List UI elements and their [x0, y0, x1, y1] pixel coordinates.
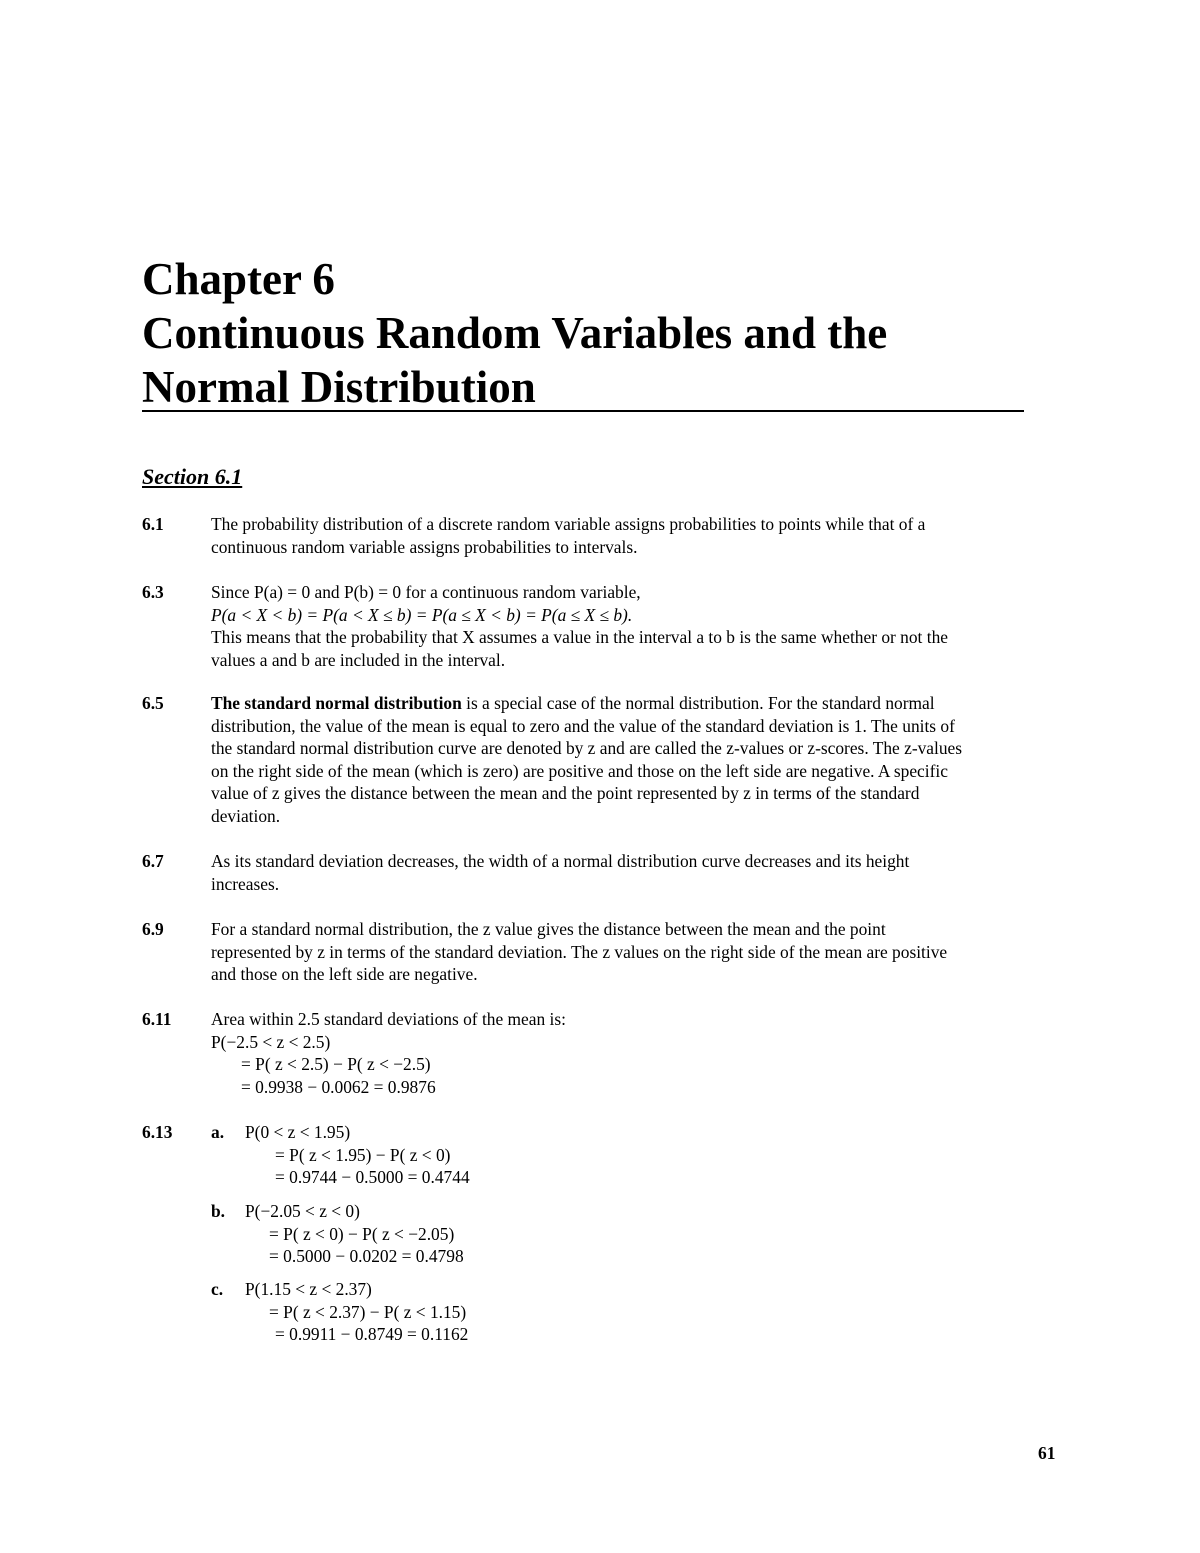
exercise-text — [211, 692, 1051, 827]
exercise-text — [211, 581, 1051, 671]
page-number: 61 — [1038, 1443, 1056, 1463]
exercise-text — [211, 918, 1051, 986]
text-line: represented by z in terms of the standard deviation. The z values on the right side of the mean are positive — [211, 941, 948, 962]
title-rule — [142, 410, 1024, 412]
text-line: distribution, the value of the mean is equal to zero and the value of the standard deviation is 1. The units of — [211, 715, 955, 736]
section-heading: Section 6.1 — [142, 464, 243, 489]
exercise-text — [211, 850, 1051, 895]
exercise-number: 6.3 — [142, 582, 164, 602]
part-letter: c. — [211, 1279, 224, 1299]
part-letter: a. — [211, 1122, 225, 1142]
text-line: the standard normal distribution curve are denoted by z and are called the z-values or z-scores. The z-values — [211, 738, 963, 758]
formula-line: = 0.9911 − 0.8749 = 0.1162 — [275, 1324, 469, 1344]
text-line: values a and b are included in the interval. — [211, 649, 506, 670]
chapter-title — [142, 252, 1024, 414]
part-letter: b. — [211, 1201, 226, 1221]
text-line: and those on the left side are negative. — [211, 964, 478, 984]
formula-line: = P( z < 1.95) − P( z < 0) — [275, 1144, 451, 1165]
formula-line: P(a < X < b) = P(a < X ≤ b) = P(a ≤ X < b) = P(a ≤ X ≤ b). — [211, 604, 633, 625]
formula-line: = P( z < 2.5) − P( z < −2.5) — [241, 1054, 431, 1074]
exercise-number: 6.1 — [142, 514, 164, 534]
text-line: continuous random variable assigns probabilities to intervals. — [211, 536, 638, 557]
text-line: value of z gives the distance between the mean and the point represented by z in terms of the standard — [211, 783, 920, 803]
bold-term: The standard normal distribution — [211, 693, 462, 713]
chapter-title-line-1: Continuous Random Variables and the — [142, 308, 888, 358]
exercise-text — [211, 513, 1051, 558]
exercise-number: 6.9 — [142, 919, 164, 939]
formula-line: P(−2.5 < z < 2.5) — [211, 1031, 331, 1052]
exercise-number: 6.11 — [142, 1009, 172, 1029]
text-line: on the right side of the mean (which is zero) are positive and those on the left side are negative. A specific — [211, 760, 948, 781]
text-line: The probability distribution of a discrete random variable assigns probabilities to points while that of a — [211, 514, 926, 534]
text-line: increases. — [211, 873, 280, 894]
formula-line: = 0.9938 − 0.0062 = 0.9876 — [241, 1076, 436, 1097]
text-line: deviation. — [211, 805, 281, 826]
part-text — [245, 1200, 464, 1268]
formula-line: = P( z < 2.37) − P( z < 1.15) — [269, 1301, 467, 1322]
text-line: For a standard normal distribution, the z value gives the distance between the mean and the point — [211, 919, 886, 939]
formula-line: P(0 < z < 1.95) — [245, 1122, 351, 1142]
text-segment: is a special case of the normal distribution. For the standard normal — [461, 693, 935, 713]
formula-line: = 0.5000 − 0.0202 = 0.4798 — [269, 1246, 464, 1266]
text-line: Since P(a) = 0 and P(b) = 0 for a continuous random variable, — [211, 582, 641, 602]
part-text — [245, 1278, 468, 1346]
part-text — [245, 1121, 470, 1189]
exercise-text — [211, 1008, 1051, 1098]
formula-line: = P( z < 0) − P( z < −2.05) — [269, 1223, 455, 1244]
text-line: As its standard deviation decreases, the width of a normal distribution curve decreases and its height — [211, 851, 910, 871]
exercise-number: 6.7 — [142, 851, 164, 871]
text-line: Area within 2.5 standard deviations of the mean is: — [211, 1009, 566, 1029]
formula-line: = 0.9744 − 0.5000 = 0.4744 — [275, 1167, 470, 1187]
formula-line: P(−2.05 < z < 0) — [245, 1201, 360, 1221]
text-line — [211, 692, 1051, 715]
formula-line: P(1.15 < z < 2.37) — [245, 1279, 372, 1299]
exercise-number: 6.5 — [142, 693, 164, 713]
exercise-number: 6.13 — [142, 1122, 173, 1142]
chapter-number: Chapter 6 — [142, 254, 335, 304]
text-line: This means that the probability that X assumes a value in the interval a to b is the same whether or not the — [211, 627, 948, 647]
chapter-title-line-2: Normal Distribution — [142, 362, 536, 412]
